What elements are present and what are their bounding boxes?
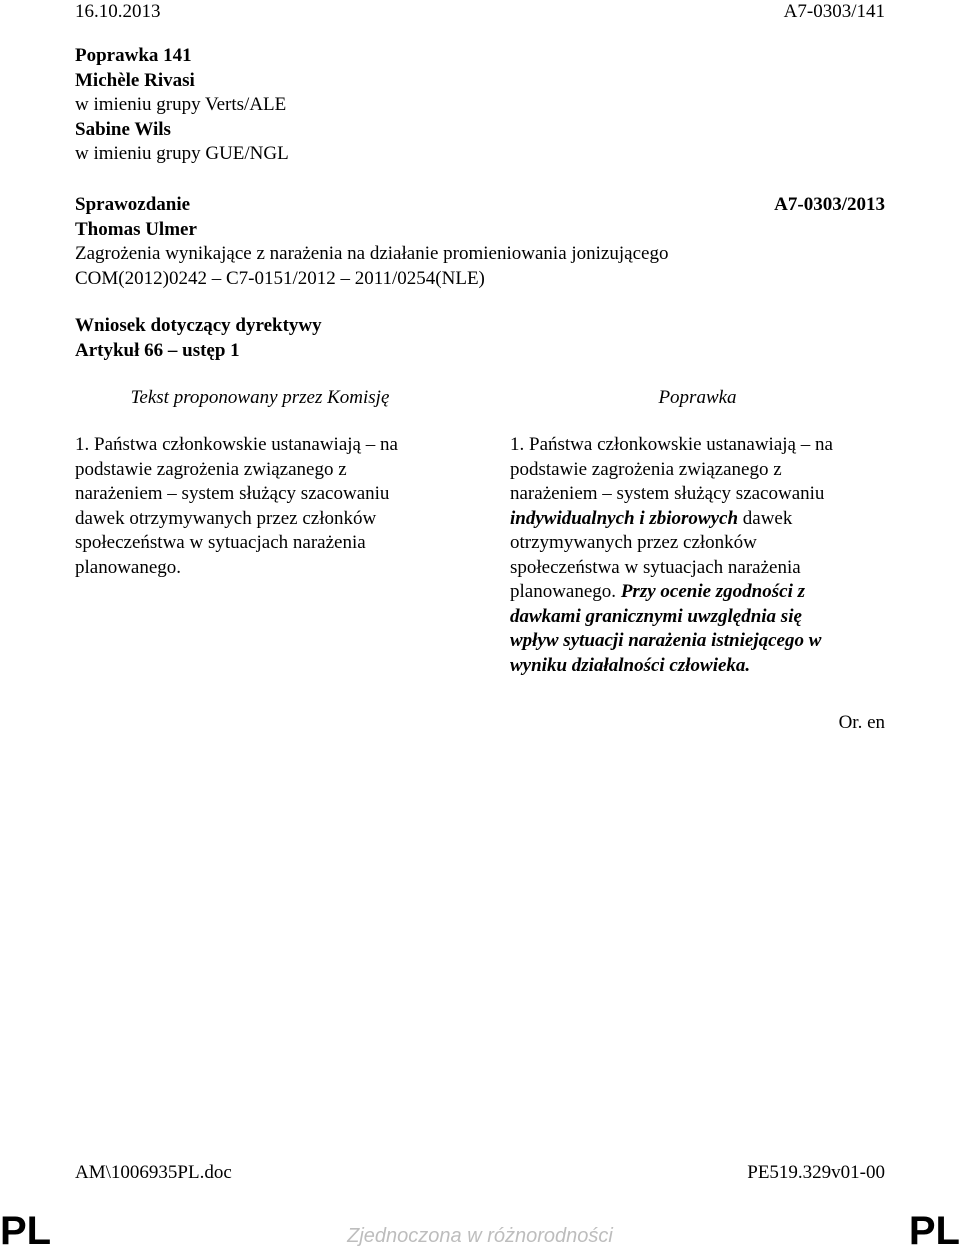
report-subject: Zagrożenia wynikające z narażenia na działanie promieniowania jonizującego <box>75 243 669 264</box>
header-date: 16.10.2013 <box>75 1 161 22</box>
author-name: Sabine Wils <box>75 118 171 140</box>
header-reference: A7-0303/141 <box>783 1 885 22</box>
footer-document: AM\1006935PL.doc <box>75 1162 232 1183</box>
text-line: 1. Państwa członkowskie ustanawiają – na <box>75 434 398 455</box>
text-line: społeczeństwa w sytuacjach narażenia <box>510 556 801 578</box>
text-fragment: planowanego. <box>510 581 621 602</box>
text-line: społeczeństwa w sytuacjach narażenia <box>75 532 366 553</box>
author-group: w imieniu grupy Verts/ALE <box>75 94 287 115</box>
text-line <box>510 580 890 605</box>
original-language: Or. en <box>838 712 885 733</box>
article-reference: Artykuł 66 – ustęp 1 <box>75 339 240 361</box>
amendment-block <box>75 44 289 167</box>
footer-pe-number: PE519.329v01-00 <box>747 1162 885 1183</box>
text-line: narażeniem – system służący szacowaniu <box>75 483 390 504</box>
text-line <box>510 507 890 532</box>
amendment-title: Poprawka 141 <box>75 45 192 66</box>
text-line: planowanego. <box>75 556 182 578</box>
commission-text <box>75 433 450 580</box>
text-line: podstawie zagrożenia związanego z <box>75 458 347 480</box>
amendment-text <box>510 433 890 678</box>
emphasized-text: wpływ sytuacji narażenia istniejącego w <box>510 630 822 651</box>
report-block <box>75 193 885 291</box>
text-line: otrzymywanych przez członków <box>510 532 757 553</box>
report-label: Sprawozdanie <box>75 194 191 215</box>
emphasized-text: wyniku działalności człowieka. <box>510 654 751 676</box>
footer-language-left: PL <box>0 1209 52 1253</box>
text-line: 1. Państwa członkowskie ustanawiają – na <box>510 434 833 455</box>
text-line: podstawie zagrożenia związanego z <box>510 458 782 480</box>
author-name: Michèle Rivasi <box>75 69 195 91</box>
amendment-heading: Poprawka <box>658 387 737 408</box>
text-line: narażeniem – system służący szacowaniu <box>510 483 825 504</box>
text-line: dawek otrzymywanych przez członków <box>75 507 377 529</box>
proposal-title: Wniosek dotyczący dyrektywy <box>75 315 322 336</box>
emphasized-text: dawkami granicznymi uwzględnia się <box>510 605 802 627</box>
text-fragment: dawek <box>738 507 793 529</box>
emphasized-text: indywidualnych i zbiorowych <box>510 507 739 529</box>
commission-text-heading: Tekst proponowany przez Komisję <box>130 387 390 408</box>
procedure-reference: COM(2012)0242 – C7-0151/2012 – 2011/0254(NLE) <box>75 267 485 289</box>
footer-motto: Zjednoczona w różnorodności <box>347 1225 613 1247</box>
proposal-block <box>75 314 322 363</box>
emphasized-text: Przy ocenie zgodności z <box>620 581 805 602</box>
report-number: A7-0303/2013 <box>774 194 885 215</box>
rapporteur: Thomas Ulmer <box>75 218 197 240</box>
author-group: w imieniu grupy GUE/NGL <box>75 143 289 164</box>
footer-language-right: PL <box>908 1209 960 1253</box>
